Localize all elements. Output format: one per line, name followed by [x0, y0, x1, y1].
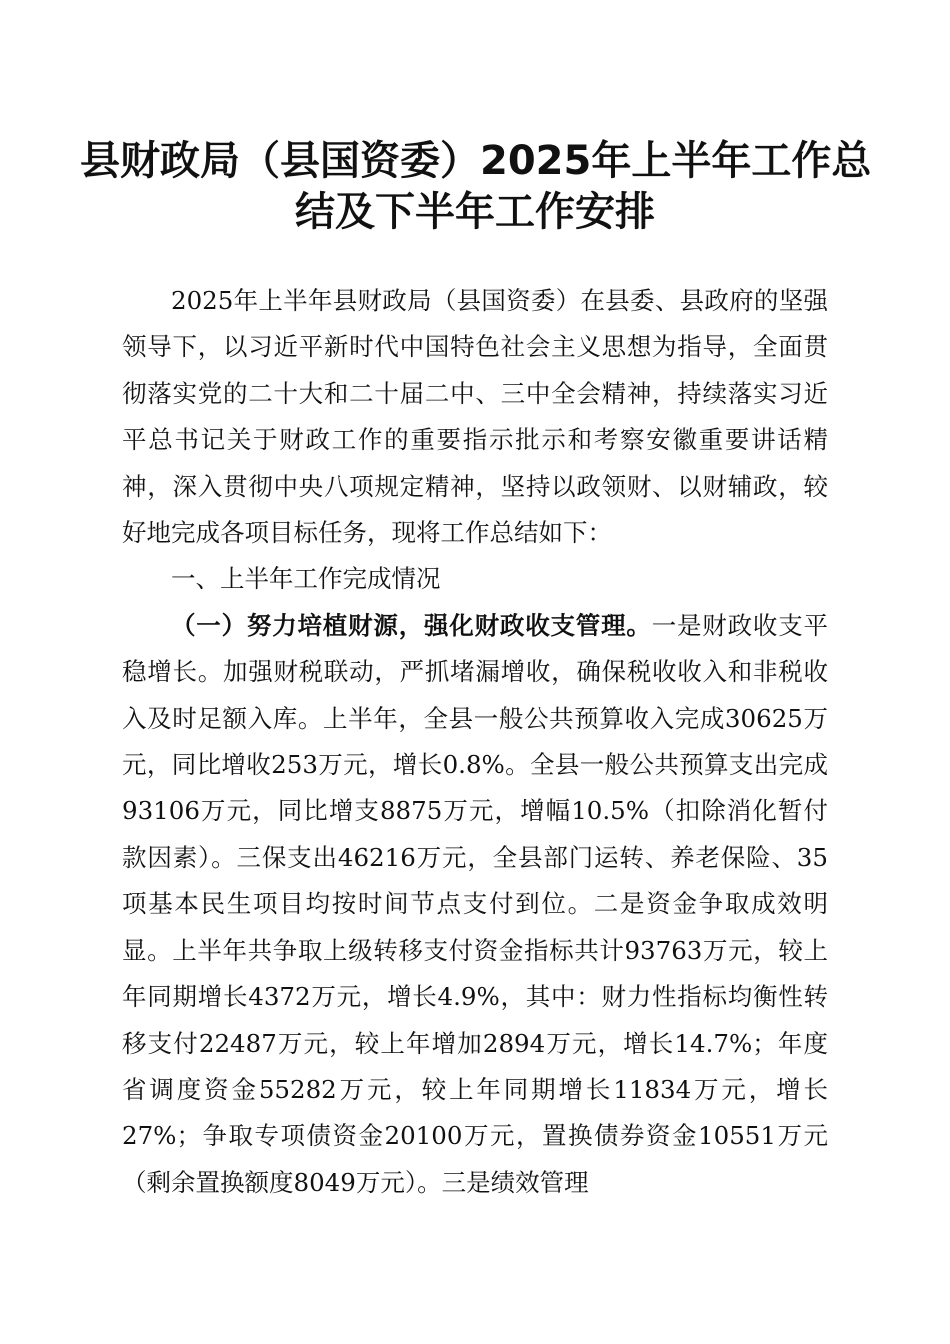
title-line-1: 县财政局（县国资委）2025年上半年工作总	[80, 138, 872, 184]
document-body	[122, 278, 828, 1206]
section-heading: 一、上半年工作完成情况	[171, 564, 441, 594]
subsection-text: 一是财政收支平稳增长。加强财税联动，严抓堵漏增收，确保税收收入和非税收入及时足额入库。上半年，全县一般公共预算收入完成30625万元，同比增收253万元，增长0.8%。全县一般公共预算支出完成93106万元，同比增支8875万元，增幅10.5%（扣除消化暂付款因素）。三保支出46216万元，全县部门运转、养老保险、35项基本民生项目均按时间节点支付到位。二是资金争取成效明显。上半年共争取上级转移支付资金指标共计93763万元，较上年同期增长4372万元，增长4.9%，其中：财力性指标均衡性转移支付22487万元，较上年增加2894万元，增长14.7%；年度省调度资金55282万元，较上年同期增长11834万元，增长27%；争取专项债资金20100万元，置换债券资金10551万元（剩余置换额度8049万元）。三是绩效管理	[122, 610, 829, 1197]
subsection-heading: （一）努力培植财源，强化财政收支管理。	[171, 610, 652, 640]
subsection-paragraph	[122, 603, 828, 1206]
intro-paragraph: 2025年上半年县财政局（县国资委）在县委、县政府的坚强领导下，以习近平新时代中国特色社会主义思想为指导，全面贯彻落实党的二十大和二十届二中、三中全会精神，持续落实习近平总书记关于财政工作的重要指示批示和考察安徽重要讲话精神，深入贯彻中央八项规定精神，坚持以政领财、以财辅政，较好地完成各项目标任务，现将工作总结如下：	[122, 286, 828, 548]
title-line-2: 结及下半年工作安排	[295, 189, 655, 235]
document-title	[80, 136, 870, 238]
